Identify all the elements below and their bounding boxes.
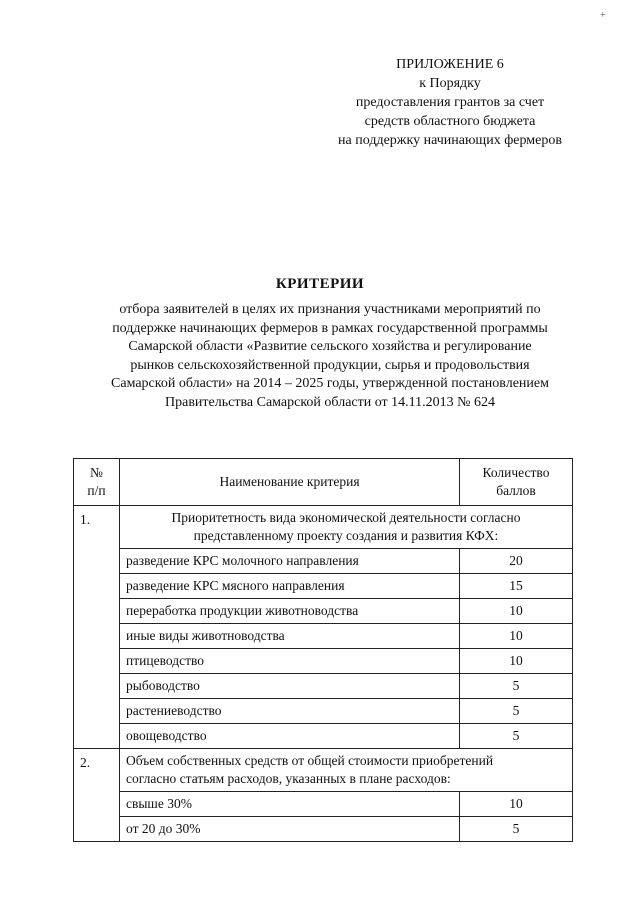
group-row	[74, 506, 573, 549]
group-title-line: согласно статьям расходов, указанных в плане расходов:	[126, 771, 451, 786]
criterion-name: рыбоводство	[120, 674, 460, 699]
criteria-line: отбора заявителей в целях их признания участниками мероприятий по	[119, 302, 541, 317]
criteria-line: Самарской области» на 2014 – 2025 годы, утвержденной постановлением	[111, 376, 549, 391]
table-row	[74, 549, 573, 574]
criterion-score: 5	[460, 817, 573, 842]
table-row	[74, 792, 573, 817]
criterion-score: 5	[460, 674, 573, 699]
criteria-line: Самарской области «Развитие сельского хозяйства и регулирование	[128, 339, 532, 354]
table-row	[74, 574, 573, 599]
criteria-line: рынков сельскохозяйственной продукции, сырья и продовольствия	[130, 357, 530, 373]
group-number: 1.	[74, 506, 120, 749]
appendix-line: к Порядку	[419, 76, 481, 91]
group-title-line: Объем собственных средств от общей стоимости приобретений	[126, 753, 494, 768]
criterion-name: свыше 30%	[120, 792, 460, 817]
table-header-row	[74, 459, 573, 506]
criterion-score: 15	[460, 574, 573, 599]
group-number: 2.	[74, 749, 120, 842]
group-row	[74, 749, 573, 792]
appendix-line: на поддержку начинающих фермеров	[338, 133, 562, 148]
header-num-line: №	[90, 465, 103, 480]
table-row	[74, 699, 573, 724]
group-title	[120, 749, 573, 792]
header-num-line: п/п	[87, 483, 106, 498]
header-score-line: Количество	[482, 465, 550, 480]
criterion-name: переработка продукции животноводства	[120, 599, 460, 624]
header-num	[74, 459, 120, 506]
criteria-table	[73, 458, 573, 842]
criterion-name: разведение КРС молочного направления	[120, 549, 460, 574]
table-row	[74, 649, 573, 674]
group-title-line: представленному проекту создания и развития КФХ:	[193, 528, 499, 543]
table-row	[74, 624, 573, 649]
criterion-score: 5	[460, 724, 573, 749]
appendix-line: предоставления грантов за счет	[355, 95, 545, 110]
criterion-name: от 20 до 30%	[120, 817, 460, 842]
criteria-line: Правительства Самарской области от 14.11.2013 № 624	[165, 394, 495, 410]
header-name: Наименование критерия	[120, 459, 460, 506]
criterion-score: 10	[460, 649, 573, 674]
group-title-line: Приоритетность вида экономической деятельности согласно	[171, 510, 521, 525]
criterion-score: 10	[460, 792, 573, 817]
criterion-score: 10	[460, 599, 573, 624]
table-row	[74, 674, 573, 699]
appendix-block	[300, 55, 600, 150]
header-score-line: баллов	[496, 483, 536, 498]
table-row	[74, 599, 573, 624]
criteria-title: КРИТЕРИИ	[275, 276, 365, 292]
criterion-score: 10	[460, 624, 573, 649]
group-title	[120, 506, 573, 549]
criterion-name: иные виды животноводства	[120, 624, 460, 649]
criterion-name: растениеводство	[120, 699, 460, 724]
criterion-name: овощеводство	[120, 724, 460, 749]
table-row	[74, 817, 573, 842]
criteria-description	[80, 301, 580, 412]
criterion-name: разведение КРС мясного направления	[120, 574, 460, 599]
table-row	[74, 724, 573, 749]
criterion-score: 5	[460, 699, 573, 724]
header-score	[460, 459, 573, 506]
criterion-score: 20	[460, 549, 573, 574]
appendix-title: ПРИЛОЖЕНИЕ 6	[396, 57, 504, 72]
criteria-line: поддержке начинающих фермеров в рамках государственной программы	[112, 320, 548, 336]
appendix-line: средств областного бюджета	[364, 114, 536, 129]
criterion-name: птицеводство	[120, 649, 460, 674]
page-mark: +	[600, 10, 606, 21]
